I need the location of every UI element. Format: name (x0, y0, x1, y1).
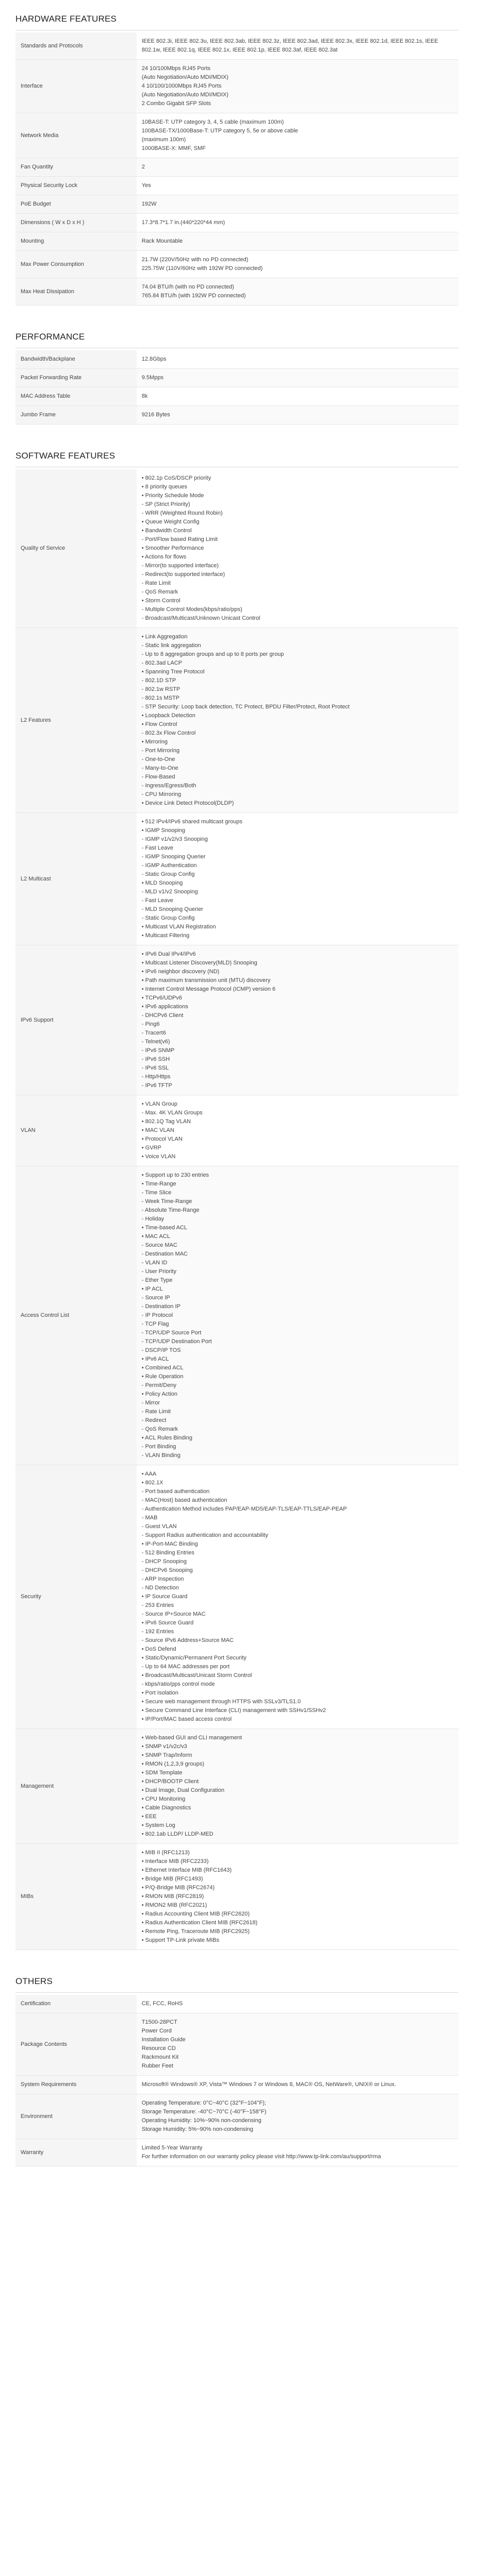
spec-value-line: • Combined ACL (141, 1365, 184, 1371)
spec-label: Package Contents (15, 2013, 137, 2076)
spec-value-line: Storage Humidity: 5%~90% non-condensing (141, 2126, 253, 2132)
spec-value-line: 8k (141, 393, 148, 399)
spec-value-line: • Device Link Detect Protocol(DLDP) (141, 800, 234, 806)
spec-label: Mounting (15, 232, 137, 251)
spec-value-line: 2 Combo Gigabit SFP Slots (141, 100, 211, 107)
spec-value-line: - Authentication Method includes PAP/EAP-MD5/EAP-TLS/EAP-TTLS/EAP-PEAP (141, 1506, 347, 1512)
spec-value-line: • MAC ACL (141, 1233, 170, 1240)
spec-value-line: - Port Mirroring (141, 748, 180, 754)
spec-value-line: Operating Humidity: 10%~90% non-condensing (141, 2117, 261, 2124)
spec-label: VLAN (15, 1095, 137, 1166)
spec-value-line: - Ether Type (141, 1277, 173, 1283)
spec-value-line: • Web-based GUI and CLI management (141, 1735, 242, 1741)
spec-value-line: • SNMP v1/v2c/v3 (141, 1743, 187, 1750)
spec-label: System Requirements (15, 2076, 137, 2094)
spec-label: L2 Multicast (15, 813, 137, 945)
spec-value-line: 100BASE-TX/1000Base-T: UTP category 5, 5e or above cable (141, 128, 298, 134)
spec-value-line: • GVRP (141, 1145, 161, 1151)
spec-value-line: • VLAN Group (141, 1101, 178, 1107)
spec-value-line: - IGMP Snooping Querier (141, 854, 206, 860)
spec-value-line: - DSCP/IP TOS (141, 1347, 181, 1353)
spec-value-line: • MAC VLAN (141, 1127, 174, 1133)
spec-value-line: - Destination MAC (141, 1251, 188, 1257)
spec-value-line: - 802.3x Flow Control (141, 730, 196, 736)
spec-value-line: - Redirect (141, 1417, 167, 1423)
spec-label: Access Control List (15, 1166, 137, 1465)
spec-value-line: • SDM Template (141, 1770, 183, 1776)
spec-value (137, 387, 458, 406)
spec-value (137, 813, 458, 945)
spec-row-certification (15, 1995, 458, 2013)
spec-value-line: - Holiday (141, 1216, 165, 1222)
spec-value-line: • Radius Authentication Client MIB (RFC2618) (141, 1920, 258, 1926)
spec-label: Environment (15, 2094, 137, 2139)
spec-row-network-media (15, 113, 458, 158)
spec-label: Jumbo Frame (15, 406, 137, 425)
spec-value-line: • Support up to 230 entries (141, 1172, 209, 1178)
spec-value-line: - Many-to-One (141, 765, 178, 771)
spec-value (137, 177, 458, 195)
spec-value-line: - Permit/Deny (141, 1382, 176, 1388)
spec-value-line: • Link Aggregation (141, 634, 188, 640)
spec-value-line: - VLAN ID (141, 1260, 168, 1266)
spec-label: Max Power Consumption (15, 251, 137, 278)
spec-value-line: • Bandwidth Control (141, 528, 192, 534)
spec-value-line: (Auto Negotiation/Auto MDI/MDIX) (141, 74, 228, 80)
spec-value-line: • Multicast Listener Discovery(MLD) Snooping (141, 960, 257, 966)
spec-value-line: • IGMP Snooping (141, 827, 186, 834)
spec-value (137, 1995, 458, 2013)
spec-label: MIBs (15, 1844, 137, 1950)
spec-value-line: • Multicast VLAN Registration (141, 924, 216, 930)
spec-label: Security (15, 1465, 137, 1729)
spec-value-line: • RMON (1,2,3,9 groups) (141, 1761, 204, 1767)
spec-value-line: • 802.1p CoS/DSCP priority (141, 475, 211, 481)
spec-value-line: - Http/Https (141, 1074, 171, 1080)
spec-label: Fan Quantity (15, 158, 137, 177)
spec-label: IPv6 Support (15, 945, 137, 1095)
spec-value-line: - Ping6 (141, 1021, 160, 1027)
spec-value (137, 1166, 458, 1465)
spec-value-line: - ARP Inspection (141, 1576, 184, 1582)
spec-value-line: - Port/Flow based Rating Limit (141, 536, 218, 543)
spec-row-poe-budget (15, 195, 458, 214)
section-title-others: OTHERS (15, 1965, 458, 1993)
spec-value-line: - Broadcast/Multicast/Unknown Unicast Control (141, 615, 260, 621)
spec-label: Max Heat Dissipation (15, 278, 137, 306)
spec-value (137, 60, 458, 113)
spec-value-line: - TCP Flag (141, 1321, 169, 1327)
spec-value-line: - 192 Entries (141, 1629, 174, 1635)
spec-label: PoE Budget (15, 195, 137, 214)
spec-value-line: - 802.1s MSTP (141, 695, 180, 701)
spec-label: Quality of Service (15, 469, 137, 628)
spec-row-bandwidth-backplane (15, 350, 458, 369)
spec-value-line: - Max. 4K VLAN Groups (141, 1110, 203, 1116)
spec-value-line: - Fast Leave (141, 897, 173, 904)
spec-value-line: - MAC(Host) based authentication (141, 1497, 227, 1503)
spec-value (137, 628, 458, 813)
spec-value-line: • Cable Diagnostics (141, 1805, 191, 1811)
spec-label: Packet Forwarding Rate (15, 369, 137, 387)
spec-value-line: 21.7W (220V/50Hz with no PD connected) (141, 257, 249, 263)
spec-value (137, 214, 458, 232)
spec-value (137, 369, 458, 387)
spec-value-line: • Remote Ping, Traceroute MIB (RFC2925) (141, 1928, 250, 1935)
spec-value-line: • MIB II (RFC1213) (141, 1850, 190, 1856)
spec-value (137, 2013, 458, 2076)
spec-value-line: - ND Detection (141, 1585, 179, 1591)
spec-value-line: • RMON MIB (RFC2819) (141, 1893, 204, 1900)
spec-value-line: • TCPv6/UDPv6 (141, 995, 182, 1001)
section-title-software-features: SOFTWARE FEATURES (15, 440, 458, 467)
spec-value-line: • DoS Defend (141, 1646, 176, 1652)
spec-value-line: • IPv6 applications (141, 1004, 188, 1010)
spec-value-line: 12.8Gbps (141, 356, 167, 362)
spec-value-line: • Time-Range (141, 1181, 176, 1187)
spec-value-line: • EEE (141, 1814, 157, 1820)
spec-value-line: • Loopback Detection (141, 713, 195, 719)
spec-label: Bandwidth/Backplane (15, 350, 137, 369)
spec-label: Management (15, 1729, 137, 1844)
spec-value-line: - Tracert6 (141, 1030, 166, 1036)
spec-row-package-contents (15, 2013, 458, 2076)
spec-value-line: - MAB (141, 1515, 158, 1521)
spec-value-line: - Up to 8 aggregation groups and up to 8 ports per group (141, 651, 284, 657)
spec-value-line: - User Priority (141, 1268, 176, 1275)
spec-value-line: - 512 Binding Entries (141, 1550, 194, 1556)
spec-value-line: • P/Q-Bridge MIB (RFC2674) (141, 1885, 215, 1891)
spec-value-line: - Static Group Config (141, 915, 195, 921)
spec-value-line: Resource CD (141, 2045, 176, 2052)
spec-value-line: • SNMP Trap/Inform (141, 1752, 192, 1758)
spec-value-line: - QoS Remark (141, 1426, 178, 1432)
spec-row-max-heat-dissipation (15, 278, 458, 306)
spec-value-line: - One-to-One (141, 756, 175, 762)
spec-value-line: - Mirror(to supported interface) (141, 563, 219, 569)
spec-value-line: • Protocol VLAN (141, 1136, 183, 1142)
spec-value-line: • 8 priority queues (141, 484, 187, 490)
spec-value (137, 113, 458, 158)
spec-value-line: Storage Temperature: -40°C~70°C (-40°F~158°F) (141, 2109, 267, 2115)
spec-value-line: Rubber Feet (141, 2063, 173, 2069)
spec-row-access-control-list (15, 1166, 458, 1465)
spec-value (137, 469, 458, 628)
spec-value-line: - TCP/UDP Destination Port (141, 1338, 212, 1345)
spec-value (137, 2094, 458, 2139)
spec-value-line: - IPv6 SSH (141, 1056, 170, 1062)
spec-value-line: Installation Guide (141, 2037, 186, 2043)
spec-value-line: • Mirroring (141, 739, 168, 745)
spec-value-line: - IPv6 SSL (141, 1065, 169, 1071)
spec-row-jumbo-frame (15, 406, 458, 425)
spec-value-line: - Ingress/Egress/Both (141, 783, 196, 789)
spec-value-line: 2 (141, 164, 145, 170)
spec-value-line: - Absolute Time-Range (141, 1207, 200, 1213)
spec-value-line: For further information on our warranty policy please visit http://www.tp-link.com/au/support/rma (141, 2154, 381, 2160)
spec-value-line: - Static Group Config (141, 871, 195, 877)
spec-row-warranty (15, 2139, 458, 2166)
spec-row-l2-features (15, 628, 458, 813)
spec-value-line: - Rate Limit (141, 580, 171, 586)
spec-row-dimensions-w-x-d-x-h (15, 214, 458, 232)
spec-value (137, 251, 458, 278)
spec-value-line: - DHCPv6 Snooping (141, 1567, 193, 1573)
spec-value-line: - CPU Mirroring (141, 791, 182, 798)
spec-value (137, 1465, 458, 1729)
spec-value-line: - 253 Entries (141, 1602, 174, 1608)
spec-value-line: - IPv6 SNMP (141, 1047, 175, 1054)
spec-value-line: - Up to 64 MAC addresses per port (141, 1664, 230, 1670)
spec-value-line: Yes (141, 182, 151, 189)
spec-value-line: • Static/Dynamic/Permanent Port Security (141, 1655, 246, 1661)
spec-value-line: • RMON2 MIB (RFC2021) (141, 1902, 207, 1908)
spec-value-line: T1500-28PCT (141, 2019, 177, 2025)
spec-value (137, 232, 458, 251)
spec-value-line: - VLAN Binding (141, 1452, 180, 1459)
spec-value-line: 17.3*8.7*1.7 in.(440*220*44 mm) (141, 219, 225, 226)
spec-table-software-features (15, 469, 458, 1950)
spec-row-system-requirements (15, 2076, 458, 2094)
spec-label: Interface (15, 60, 137, 113)
spec-value-line: - QoS Remark (141, 589, 178, 595)
spec-value-line: • Secure Command Line Interface (CLI) management with SSHv1/SSHv2 (141, 1707, 326, 1714)
spec-value (137, 158, 458, 177)
spec-value-line: - WRR (Weighted Round Robin) (141, 510, 223, 516)
spec-value-line: 74.04 BTU/h (with no PD connected) (141, 284, 234, 290)
spec-value-line: • Radius Accounting Client MIB (RFC2620) (141, 1911, 250, 1917)
spec-value-line: - Week Time-Range (141, 1198, 192, 1205)
spec-value-line: - Source IPv6 Address+Source MAC (141, 1637, 234, 1643)
spec-label: MAC Address Table (15, 387, 137, 406)
spec-row-management (15, 1729, 458, 1844)
spec-value-line: - IPv6 TFTP (141, 1082, 172, 1089)
spec-value-line: • Actions for flows (141, 554, 187, 560)
spec-value-line: - Port based authentication (141, 1488, 210, 1495)
spec-row-environment (15, 2094, 458, 2139)
spec-value-line: Operating Temperature: 0°C~40°C (32°F~104°F); (141, 2100, 266, 2106)
spec-value-line: - Guest VLAN (141, 1523, 177, 1530)
spec-value-line: - Flow-Based (141, 774, 175, 780)
spec-value-line: 24 10/100Mbps RJ45 Ports (141, 65, 211, 72)
spec-value-line: IEEE 802.3i, IEEE 802.3u, IEEE 802.3ab, IEEE 802.3z, IEEE 802.3ad, IEEE 802.3x, IEEE 802.1d, IEEE 802.1s, IEEE 802.1w, IEEE 802.1q, IEEE 802.1x, IEEE 802.1p, IEEE 802.3af, IEEE 802.3at (141, 38, 438, 53)
spec-row-security (15, 1465, 458, 1729)
spec-value (137, 1095, 458, 1166)
spec-value-line: - MLD v1/v2 Snooping (141, 889, 198, 895)
spec-value-line: Rack Mountable (141, 238, 183, 244)
spec-value-line: • Time-based ACL (141, 1225, 187, 1231)
spec-value-line: - Fast Leave (141, 845, 173, 851)
spec-value (137, 2139, 458, 2166)
spec-value (137, 32, 458, 60)
spec-value (137, 350, 458, 369)
spec-value-line: • IP ACL (141, 1286, 163, 1292)
spec-value-line: • Path maximum transmission unit (MTU) discovery (141, 977, 271, 984)
spec-value-line: • Smoother Performance (141, 545, 204, 551)
spec-value-line: • Broadcast/Multicast/Unicast Storm Control (141, 1672, 252, 1679)
spec-row-quality-of-service (15, 469, 458, 628)
spec-value-line: • Ethernet Interface MIB (RFC1643) (141, 1867, 232, 1873)
spec-value-line: - 802.1D STP (141, 677, 176, 684)
spec-value-line: • Bridge MIB (RFC1493) (141, 1876, 203, 1882)
spec-value-line: • Dual Image, Dual Configuration (141, 1787, 225, 1793)
spec-value-line: - DHCP Snooping (141, 1558, 187, 1565)
spec-value-line: • IP/Port/MAC based access control (141, 1716, 232, 1722)
spec-value-line: - DHCPv6 Client (141, 1012, 184, 1019)
spec-value-line: 4 10/100/1000Mbps RJ45 Ports (141, 83, 222, 89)
spec-value-line: • IPv6 Source Guard (141, 1620, 194, 1626)
spec-value-line: • Priority Schedule Mode (141, 493, 204, 499)
spec-value-line: • IPv6 Dual IPv4/IPv6 (141, 951, 196, 957)
spec-value-line: • IPv6 ACL (141, 1356, 169, 1362)
spec-value-line: - MLD Snooping Querier (141, 906, 203, 912)
spec-value (137, 406, 458, 425)
spec-value-line: - Static link aggregation (141, 642, 201, 649)
spec-value (137, 278, 458, 306)
spec-label: Certification (15, 1995, 137, 2013)
section-title-performance: PERFORMANCE (15, 321, 458, 348)
spec-value-line: - 802.1w RSTP (141, 686, 180, 692)
spec-label: Standards and Protocols (15, 32, 137, 60)
spec-row-ipv6-support (15, 945, 458, 1095)
spec-label: Dimensions ( W x D x H ) (15, 214, 137, 232)
spec-value-line: • System Log (141, 1822, 175, 1828)
spec-value-line: - TCP/UDP Source Port (141, 1330, 202, 1336)
spec-value-line: • Rule Operation (141, 1374, 184, 1380)
section-title-hardware-features: HARDWARE FEATURES (15, 10, 458, 30)
spec-value-line: Rackmount Kit (141, 2054, 179, 2060)
spec-value-line: - Time Slice (141, 1190, 172, 1196)
spec-value-line: - Multiple Control Modes(kbps/ratio/pps) (141, 606, 242, 613)
spec-value-line: • DHCP/BOOTP Client (141, 1778, 199, 1785)
spec-row-interface (15, 60, 458, 113)
spec-row-mounting (15, 232, 458, 251)
spec-value-line: • IP-Port-MAC Binding (141, 1541, 198, 1547)
spec-row-vlan (15, 1095, 458, 1166)
spec-value-line: - Destination IP (141, 1303, 180, 1310)
spec-value-line: • Port Isolation (141, 1690, 178, 1696)
spec-value (137, 2076, 458, 2094)
spec-value-line: • Policy Action (141, 1391, 178, 1397)
spec-value-line: Power Cord (141, 2028, 172, 2034)
spec-value-line: - STP Security: Loop back detection, TC Protect, BPDU Filter/Protect, Root Protect (141, 704, 350, 710)
spec-value-line: (Auto Negotiation/Auto MDI/MDIX) (141, 92, 228, 98)
spec-value-line: - IP Protocol (141, 1312, 173, 1318)
spec-value-line: 9216 Bytes (141, 412, 170, 418)
spec-row-physical-security-lock (15, 177, 458, 195)
spec-value-line: • Spanning Tree Protocol (141, 669, 205, 675)
spec-value-line: - SP (Strict Priority) (141, 501, 190, 507)
spec-value-line: - kbps/ratio/pps control mode (141, 1681, 215, 1687)
spec-value (137, 195, 458, 214)
spec-value-line: • 802.1X (141, 1480, 163, 1486)
spec-row-l2-multicast (15, 813, 458, 945)
spec-value-line: 1000BASE-X: MMF, SMF (141, 145, 206, 151)
spec-value-line: • Voice VLAN (141, 1154, 176, 1160)
spec-value-line: Limited 5-Year Warranty (141, 2145, 203, 2151)
spec-value (137, 945, 458, 1095)
spec-value-line: - Source IP (141, 1295, 170, 1301)
spec-value-line: • 512 IPv4/IPv6 shared multicast groups (141, 819, 242, 825)
spec-value-line: • Interface MIB (RFC2233) (141, 1858, 209, 1865)
spec-value-line: - Mirror (141, 1400, 160, 1406)
spec-label: Network Media (15, 113, 137, 158)
spec-table-hardware-features (15, 32, 458, 306)
spec-value-line: • Flow Control (141, 721, 177, 727)
spec-value-line: • Storm Control (141, 598, 180, 604)
spec-value-line: 9.5Mpps (141, 375, 163, 381)
spec-value-line: • Multicast Filtering (141, 933, 190, 939)
spec-value-line: - IGMP Authentication (141, 862, 197, 869)
spec-table-others (15, 1995, 458, 2166)
spec-value-line: - Telnet(v6) (141, 1039, 170, 1045)
spec-value-line: • AAA (141, 1471, 157, 1477)
spec-row-mibs (15, 1844, 458, 1950)
spec-value-line: - Source IP+Source MAC (141, 1611, 206, 1617)
spec-row-max-power-consumption (15, 251, 458, 278)
spec-value-line: - Port Binding (141, 1444, 176, 1450)
spec-value-line: 192W (141, 201, 157, 207)
spec-label: L2 Features (15, 628, 137, 813)
spec-value-line: • Queue Weight Config (141, 519, 200, 525)
spec-value-line: - Source MAC (141, 1242, 177, 1248)
spec-value-line: Microsoft® Windows® XP, Vista™ Windows 7 or Windows 8, MAC® OS, NetWare®, UNIX® or Linux. (141, 2081, 397, 2088)
spec-row-packet-forwarding-rate (15, 369, 458, 387)
spec-value-line: 10BASE-T: UTP category 3, 4, 5 cable (maximum 100m) (141, 119, 284, 125)
spec-label: Physical Security Lock (15, 177, 137, 195)
spec-value-line: • Internet Control Message Protocol (ICMP) version 6 (141, 986, 276, 992)
spec-value-line: 225.75W (110V/60Hz with 192W PD connected) (141, 265, 263, 272)
spec-value-line: • MLD Snooping (141, 880, 183, 886)
spec-value-line: • Support TP-Link private MIBs (141, 1937, 220, 1943)
spec-value-line: - IGMP v1/v2/v3 Snooping (141, 836, 208, 842)
spec-row-standards-and-protocols (15, 32, 458, 60)
spec-value-line: • 802.1ab LLDP/ LLDP-MED (141, 1831, 213, 1837)
spec-value-line: - Redirect(to supported interface) (141, 571, 225, 578)
spec-value-line: - Support Radius authentication and accountability (141, 1532, 268, 1538)
spec-row-mac-address-table (15, 387, 458, 406)
spec-value-line: • Secure web management through HTTPS with SSLv3/TLS1.0 (141, 1699, 301, 1705)
spec-value-line: (maximum 100m) (141, 137, 186, 143)
spec-value-line: 765.84 BTU/h (with 192W PD connected) (141, 293, 246, 299)
spec-value (137, 1844, 458, 1950)
spec-value-line: • ACL Rules Binding (141, 1435, 192, 1441)
spec-row-fan-quantity (15, 158, 458, 177)
spec-value-line: CE, FCC, RoHS (141, 2001, 183, 2007)
spec-label: Warranty (15, 2139, 137, 2166)
spec-value (137, 1729, 458, 1844)
spec-value-line: - Rate Limit (141, 1409, 171, 1415)
spec-value-line: • IPv6 neighbor discovery (ND) (141, 969, 220, 975)
spec-table-performance (15, 350, 458, 425)
spec-value-line: • 802.1Q Tag VLAN (141, 1118, 191, 1125)
spec-value-line: • CPU Monitoring (141, 1796, 186, 1802)
spec-value-line: • IP Source Guard (141, 1594, 188, 1600)
spec-value-line: - 802.3ad LACP (141, 660, 183, 666)
